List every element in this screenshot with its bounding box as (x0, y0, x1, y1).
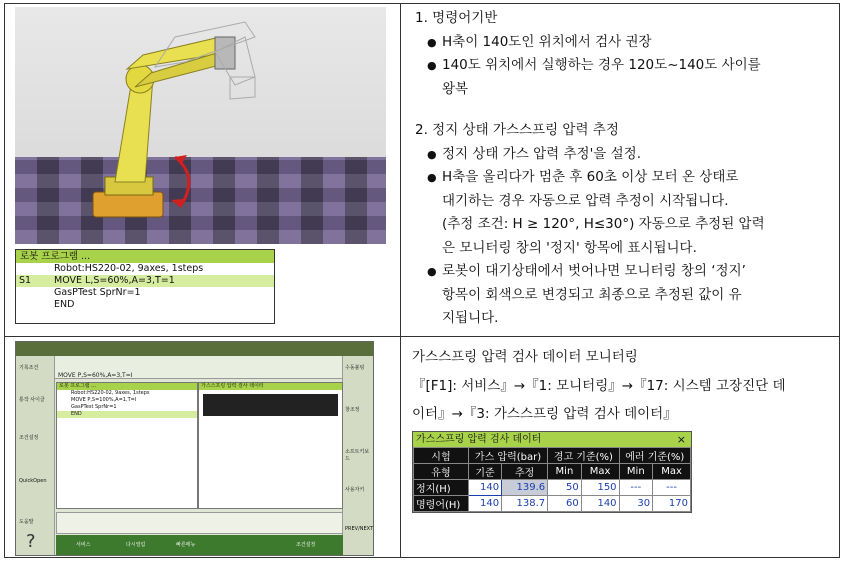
robot-program-panel (15, 249, 275, 324)
gas-data-pane: 가스스프링 압력 검사 데이터 (198, 382, 343, 509)
program-pane: 로봇 프로그램 ... Robot:HS220-02, 9axes, 1steps MOVE P,S=100%,A=1,T=I GasPTest SprNr=1 END (56, 382, 198, 509)
sidebar-item[interactable]: 통작 사이클 (19, 397, 45, 403)
monitoring-title: 가스스프링 압력 검사 데이터 모니터링 (412, 349, 638, 365)
reference-input[interactable]: 140 (468, 480, 501, 496)
sidebar-item[interactable]: 조건설정 (19, 435, 39, 441)
service-button[interactable]: 서비스 (76, 542, 91, 548)
sidebar-item[interactable]: 사용자키 (345, 487, 365, 493)
gas-data-table: 시험 가스 압력(bar) 경고 기준(%) 에러 기준(%) 유형 기준 추정 Min Max Min Max 정지(H) 140 139.6 50 150 --- --- 명령어(H) 140 138.7 60 140 30 170 (413, 447, 691, 512)
program-row-selected[interactable]: S1 MOVE L,S=60%,A=3,T=1 (16, 275, 274, 287)
quick-menu-button[interactable]: 빠른메뉴 (176, 542, 196, 548)
condition-setting-button[interactable]: 조건설정 (296, 542, 316, 548)
robot-scene-image (15, 7, 386, 244)
bullet-item: ● 로봇이 대기상태에서 벗어나면 모니터링 창의 ‘정지’ (413, 260, 838, 284)
robot-program-title: 로봇 프로그램 ... (16, 250, 274, 263)
robot-arm-icon (15, 7, 386, 244)
menu-path: 『[F1]: 서비스』→『1: 모니터링』→『17: 시스템 고장진단 데 이터』→『3: 가스스프링 압력 검사 데이터』 (412, 378, 786, 422)
controller-screenshot: MOVE P,S=60%,A=3,T=I 기록조건 통작 사이클 조건설정 QuickOpen 도움말 ? 수동볼팅 창조정 소프트키보드 사용자키 PREV/NEXT 로봇 프로그램 ... Robot:HS220-02, 9axes, 1steps MOVE P,S=100%,A=1,T=I GasPTest SprNr=1 END 가스스프링 압력 검사 데이터 서비스 다시열림 빠른메뉴 조건설정 (15, 341, 374, 556)
table-row: 명령어(H) 140 138.7 60 140 30 170 (414, 496, 691, 512)
gas-spring-data-window (412, 431, 692, 513)
sidebar-item[interactable]: PREV/NEXT (345, 526, 374, 532)
sidebar-item[interactable]: 도움말 (19, 519, 34, 525)
sidebar-item[interactable]: 수동볼팅 (345, 365, 365, 371)
bullet-item: ● 정지 상태 가스 압력 추정'을 설정. (413, 143, 838, 167)
program-row[interactable]: END (54, 299, 75, 310)
heading-static-estimate: 2. 정지 상태 가스스프링 압력 추정 (415, 122, 619, 138)
table-row: 정지(H) 140 139.6 50 150 --- --- (414, 480, 691, 496)
window-title: 가스스프링 압력 검사 데이터 (416, 434, 542, 445)
right-sidebar (342, 356, 373, 555)
sidebar-item[interactable]: QuickOpen (19, 478, 47, 484)
bullet-item: ● H축을 올리다가 멈춘 후 60초 이상 모터 온 상태로 (413, 166, 838, 190)
left-sidebar (16, 356, 55, 555)
help-icon[interactable]: ? (26, 531, 36, 552)
sidebar-item[interactable]: 소프트키보드 (345, 449, 370, 462)
program-row[interactable]: Robot:HS220-02, 9axes, 1steps (54, 263, 204, 274)
bullet-item: ● H축이 140도인 위치에서 검사 권장 (413, 31, 838, 55)
sidebar-item[interactable]: 기록조건 (19, 365, 39, 371)
close-icon[interactable]: × (676, 433, 686, 446)
bottom-button-bar (56, 535, 343, 555)
bullet-item: ● 140도 위치에서 실행하는 경우 120도~140도 사이를 (413, 54, 838, 78)
reopen-button[interactable]: 다시열림 (126, 542, 146, 548)
sidebar-item[interactable]: 창조정 (345, 407, 360, 413)
status-bar (16, 342, 373, 356)
instructions-text: 1. 명령어기반 ● H축이 140도인 위치에서 검사 권장 ● 140도 위치에서 실행하는 경우 120도~140도 사이를 왕복 2. 정지 상태 가스스프링 압력 추정 ● 정지 상태 가스 압력 추정'을 설정. ● H축을 올리다가 멈춘 후 60초 이상 모터 온 상태로 대기하는 경우 자동으로 압력 추정이 시작됩니다. (추정 조건: H ≥ 120°, H≤30°) 자동으로 추정된 압력 은 모니터링 창의 '정지' 항목에 표시됩니다. ● 로봇이 대기상태에서 벗어나면 모니터링 창의 ‘정지’ 항목이 회색으로 변경되고 최종으로 추정된 값이 유 지됩니다. (413, 7, 838, 331)
program-row[interactable]: GasPTest SprNr=1 (54, 287, 141, 298)
heading-command-based: 1. 명령어기반 (415, 10, 498, 26)
